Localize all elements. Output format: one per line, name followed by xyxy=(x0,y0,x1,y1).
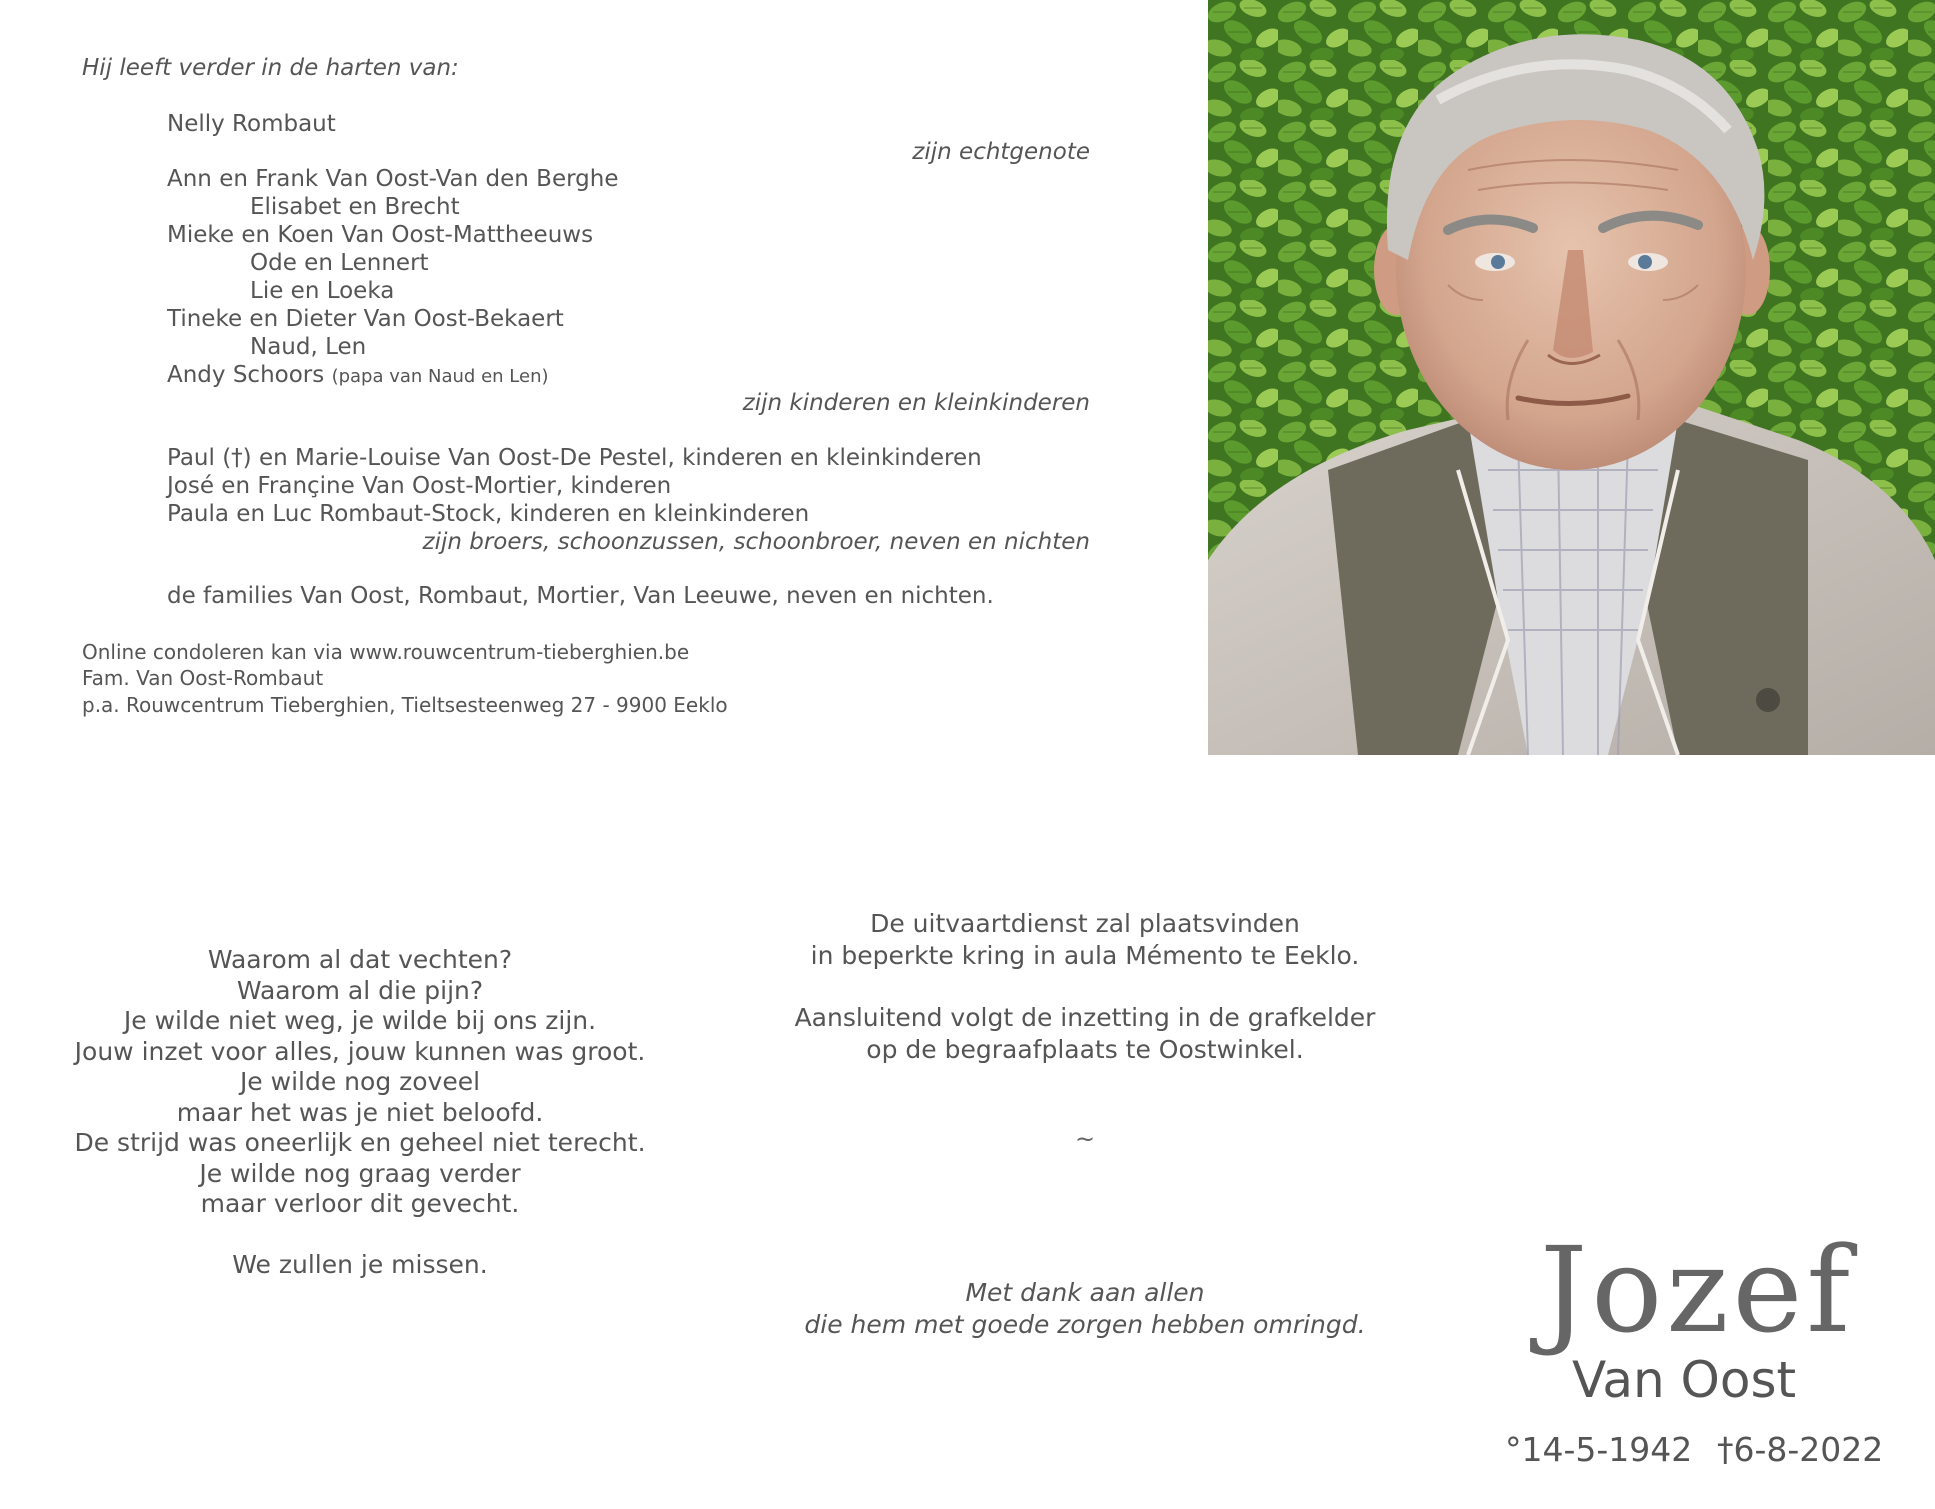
thanks-line: Met dank aan allen xyxy=(965,1278,1205,1307)
poem-line: Je wilde niet weg, je wilde bij ons zijn. xyxy=(123,1006,597,1035)
siblings-role: zijn broers, schoonzussen, schoonbroer, neven en nichten xyxy=(422,529,1090,555)
andy-note: (papa van Naud en Len) xyxy=(331,366,549,387)
child-line: Tineke en Dieter Van Oost-Bekaert xyxy=(167,306,564,332)
grandchild-line: Elisabet en Brecht xyxy=(250,194,460,220)
poem-line: Je wilde nog graag verder xyxy=(199,1158,521,1188)
portrait-photo xyxy=(1208,0,1935,755)
funeral-service-info xyxy=(790,908,1380,1066)
poem-line: Waarom al die pijn? xyxy=(236,975,484,1005)
child-line: Mieke en Koen Van Oost-Mattheeuws xyxy=(167,222,594,248)
funeral-home-address: p.a. Rouwcentrum Tieberghien, Tieltsesteenweg 27 - 9900 Eeklo xyxy=(82,693,728,717)
poem-line: Je wilde nog zoveel xyxy=(239,1067,481,1096)
deceased-last-name: Van Oost xyxy=(1572,1351,1797,1409)
poem-line: maar verloor dit gevecht. xyxy=(200,1189,520,1218)
thanks-message xyxy=(790,1277,1380,1341)
burial-line: op de begraafplaats te Oostwinkel. xyxy=(866,1035,1304,1064)
poem-line: maar het was je niet beloofd. xyxy=(176,1097,544,1127)
sibling-line: Paul (†) en Marie-Louise Van Oost-De Pestel, kinderen en kleinkinderen xyxy=(167,445,982,471)
deceased-first-name: Jozef xyxy=(1540,1221,1855,1359)
service-line: in beperkte kring in aula Mémento te Eeklo. xyxy=(810,941,1360,970)
sibling-line: Paula en Luc Rombaut-Stock, kinderen en kleinkinderen xyxy=(167,501,810,527)
burial-line: Aansluitend volgt de inzetting in de grafkelder xyxy=(794,1003,1376,1032)
thanks-line: die hem met goede zorgen hebben omringd. xyxy=(804,1310,1366,1339)
andy-line xyxy=(167,361,549,391)
poem-line: Waarom al dat vechten? xyxy=(207,945,513,974)
grandchild-line: Lie en Loeka xyxy=(250,278,395,304)
spouse-name: Nelly Rombaut xyxy=(167,111,336,137)
service-line: De uitvaartdienst zal plaatsvinden xyxy=(870,909,1300,938)
sibling-line: José en Françine Van Oost-Mortier, kinderen xyxy=(167,473,672,499)
death-date: †6-8-2022 xyxy=(1717,1430,1884,1469)
family-address-name: Fam. Van Oost-Rombaut xyxy=(82,666,324,690)
families-line: de families Van Oost, Rombaut, Mortier, Van Leeuwe, neven en nichten. xyxy=(167,583,994,609)
grandchild-line: Naud, Len xyxy=(250,334,367,360)
children-role: zijn kinderen en kleinkinderen xyxy=(742,390,1090,416)
child-line: Ann en Frank Van Oost-Van den Berghe xyxy=(167,166,619,192)
poem-line: Jouw inzet voor alles, jouw kunnen was groot. xyxy=(74,1036,646,1066)
andy-name: Andy Schoors xyxy=(167,362,325,388)
family-section xyxy=(0,0,1200,760)
grandchild-line: Ode en Lennert xyxy=(250,250,429,276)
poem xyxy=(60,945,660,1280)
birth-date: °14-5-1942 xyxy=(1505,1430,1693,1469)
poem-line: De strijd was oneerlijk en geheel niet terecht. xyxy=(74,1128,646,1157)
intro-text: Hij leeft verder in de harten van: xyxy=(82,55,459,81)
online-condolence: Online condoleren kan via www.rouwcentrum-tieberghien.be xyxy=(82,640,690,664)
spouse-role: zijn echtgenote xyxy=(912,139,1090,165)
poem-closing: We zullen je missen. xyxy=(232,1249,488,1279)
tilde-divider: ~ xyxy=(1075,1125,1096,1153)
